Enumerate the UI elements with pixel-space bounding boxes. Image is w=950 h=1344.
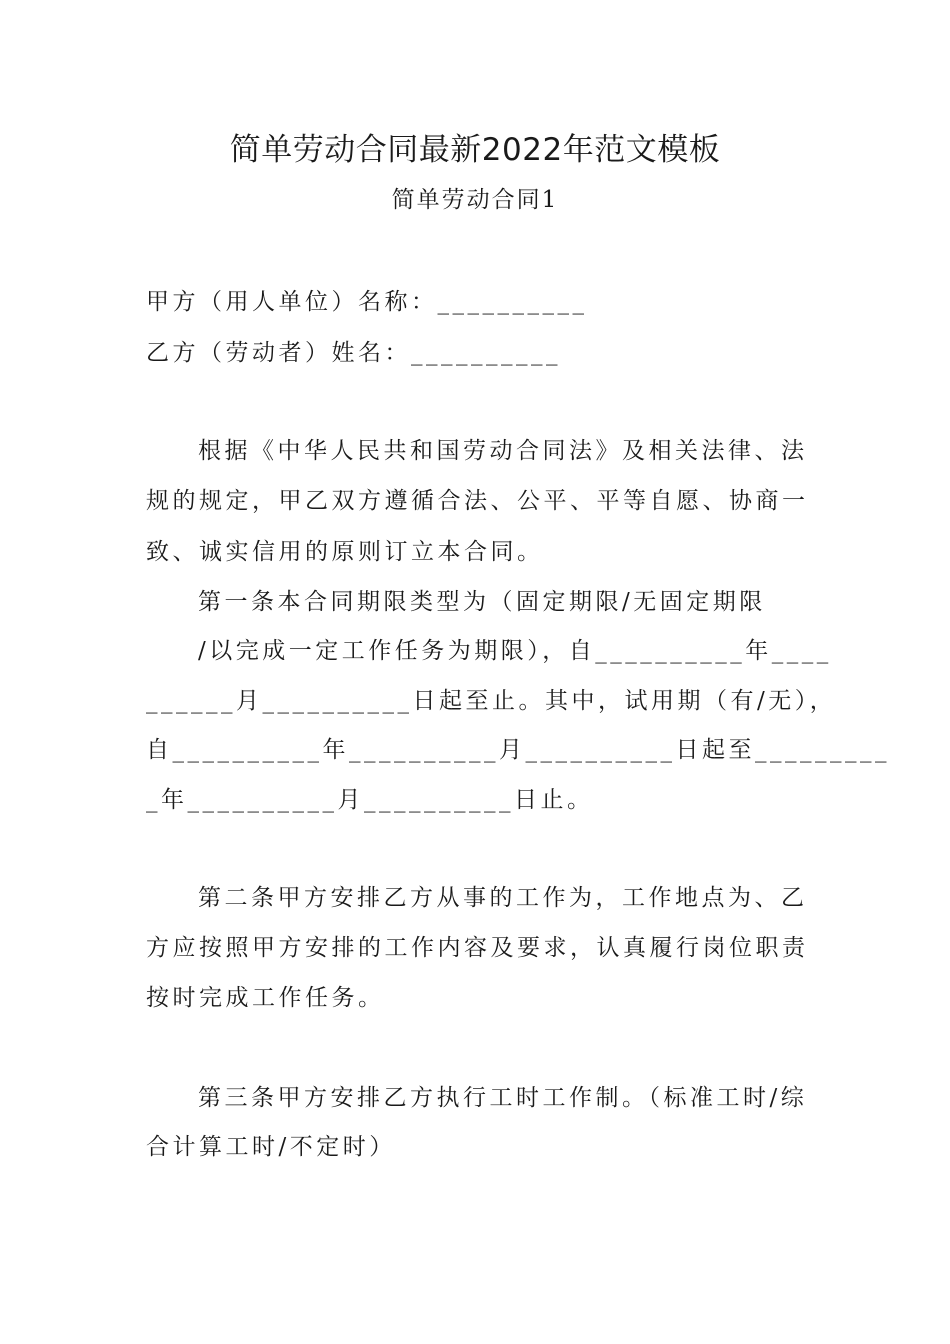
article2-line: 第二条甲方安排乙方从事的工作为，工作地点为、乙	[198, 885, 808, 911]
article1-line: /以完成一定工作任务为期限），自__________年____	[198, 638, 832, 664]
article1-line: ______月__________日起至止。其中，试用期（有/无），	[146, 688, 837, 714]
article1-line: _年__________月__________日止。	[146, 787, 594, 813]
party-b-line: 乙方（劳动者）姓名：__________	[146, 340, 561, 366]
document-title: 简单劳动合同最新2022年范文模板	[229, 132, 721, 168]
article1-line: 自__________年__________月__________日起至_________	[146, 737, 890, 763]
intro-line: 规的规定，甲乙双方遵循合法、公平、平等自愿、协商一	[146, 488, 809, 514]
article2-line: 方应按照甲方安排的工作内容及要求，认真履行岗位职责	[146, 935, 809, 961]
article3-line: 第三条甲方安排乙方执行工时工作制。（标准工时/综	[198, 1085, 808, 1111]
article2-line: 按时完成工作任务。	[146, 985, 385, 1011]
article1-line: 第一条本合同期限类型为（固定期限/无固定期限	[198, 589, 766, 615]
party-a-line: 甲方（用人单位）名称：__________	[146, 289, 588, 315]
intro-line: 致、诚实信用的原则订立本合同。	[146, 539, 544, 565]
intro-line: 根据《中华人民共和国劳动合同法》及相关法律、法	[198, 438, 808, 464]
document-subtitle: 简单劳动合同1	[391, 187, 559, 213]
article3-line: 合计算工时/不定时）	[146, 1134, 396, 1160]
